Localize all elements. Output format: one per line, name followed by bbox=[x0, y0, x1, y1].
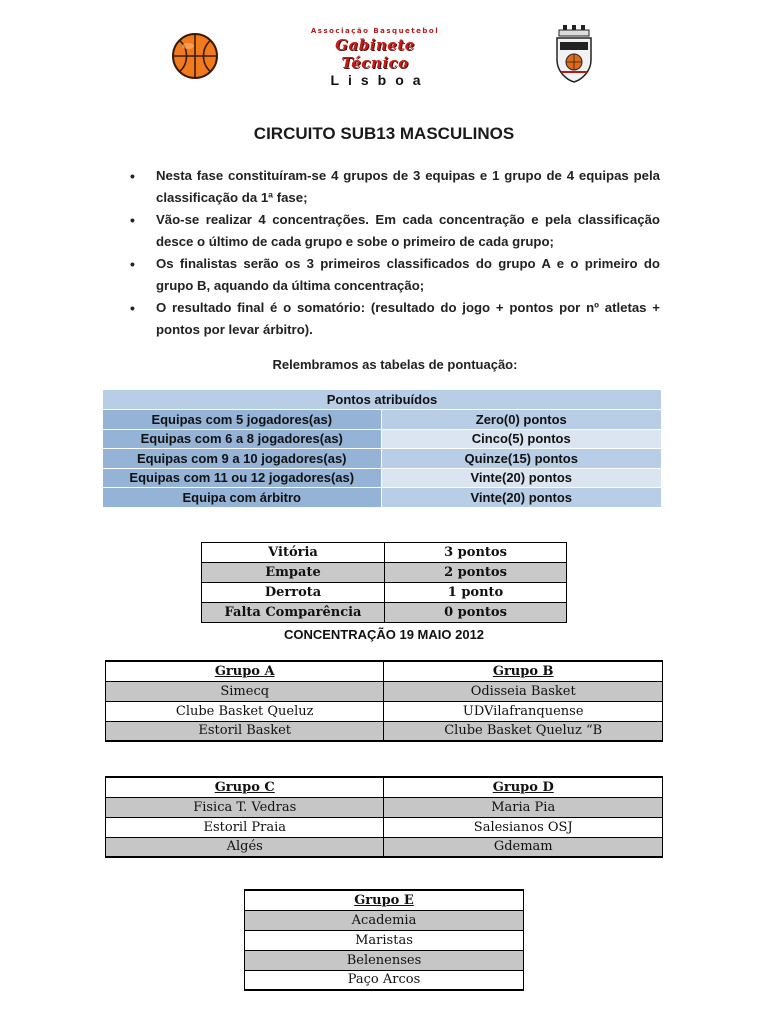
table-row bbox=[106, 681, 663, 701]
table-row bbox=[202, 583, 567, 603]
group-header: Grupo D bbox=[384, 777, 663, 797]
concentration-heading: CONCENTRAÇÃO 19 MAIO 2012 bbox=[283, 627, 485, 642]
group-header: Grupo A bbox=[106, 661, 384, 681]
table-row bbox=[106, 797, 663, 817]
team-cell: Odisseia Basket bbox=[384, 681, 663, 701]
team-cell: Clube Basket Queluz “B bbox=[384, 721, 663, 741]
groups-cd-table bbox=[105, 776, 663, 858]
result-label: Derrota bbox=[202, 583, 385, 603]
table-row bbox=[202, 543, 567, 563]
table-row bbox=[103, 429, 661, 449]
team-cell: Estoril Basket bbox=[106, 721, 384, 741]
rules-list-item: • Os finalistas serão os 3 primeiros classificados do grupo A e o primeiro do grupo B, aquando da última concentração; bbox=[130, 253, 660, 297]
table-header-row bbox=[106, 777, 663, 797]
groups-ab-table bbox=[105, 660, 663, 742]
points-label: Equipas com 9 a 10 jogadores(as) bbox=[103, 449, 381, 469]
table-row bbox=[202, 603, 567, 623]
table-row bbox=[106, 837, 663, 857]
table-header-row bbox=[245, 890, 524, 910]
rules-list-item: • Nesta fase constituíram-se 4 grupos de 3 equipas e 1 grupo de 4 equipas pela classificação da 1ª fase; bbox=[130, 165, 660, 209]
result-value: 3 pontos bbox=[385, 543, 567, 563]
points-label: Equipas com 6 a 8 jogadores(as) bbox=[103, 429, 381, 449]
points-table-header: Pontos atribuídos bbox=[103, 390, 661, 410]
basketball-icon bbox=[171, 32, 219, 80]
rules-list-item: • Vão-se realizar 4 concentrações. Em cada concentração e pela classificação desce o último de cada grupo e sobe o primeiro de cada grupo; bbox=[130, 209, 660, 253]
table-header-row bbox=[106, 661, 663, 681]
points-label: Equipa com árbitro bbox=[103, 488, 381, 508]
team-cell: Fisica T. Vedras bbox=[106, 797, 384, 817]
group-header: Grupo B bbox=[384, 661, 663, 681]
page-title: CIRCUITO SUB13 MASCULINOS bbox=[253, 124, 515, 143]
team-cell: UDVilafranquense bbox=[384, 701, 663, 721]
association-city: Lisboa bbox=[330, 72, 430, 88]
team-cell: Clube Basket Queluz bbox=[106, 701, 384, 721]
team-cell: Maria Pia bbox=[384, 797, 663, 817]
table-row bbox=[106, 701, 663, 721]
result-label: Falta Comparência bbox=[202, 603, 385, 623]
association-logo bbox=[300, 20, 450, 88]
result-label: Vitória bbox=[202, 543, 385, 563]
table-row bbox=[103, 468, 661, 488]
result-value: 0 pontos bbox=[385, 603, 567, 623]
team-cell: Estoril Praia bbox=[106, 817, 384, 837]
table-row bbox=[103, 449, 661, 469]
team-cell: Salesianos OSJ bbox=[384, 817, 663, 837]
points-table bbox=[103, 390, 661, 507]
table-row bbox=[103, 410, 661, 430]
association-name: Gabinete Técnico bbox=[335, 36, 415, 72]
group-header: Grupo C bbox=[106, 777, 384, 797]
group-header: Grupo E bbox=[245, 890, 524, 910]
points-label: Equipas com 11 ou 12 jogadores(as) bbox=[103, 468, 381, 488]
result-value: 2 pontos bbox=[385, 563, 567, 583]
table-row bbox=[202, 563, 567, 583]
table-row bbox=[245, 930, 524, 950]
points-value: Cinco(5) pontos bbox=[381, 429, 661, 449]
table-row bbox=[245, 910, 524, 930]
points-value: Zero(0) pontos bbox=[381, 410, 661, 430]
points-value: Vinte(20) pontos bbox=[381, 468, 661, 488]
table-row bbox=[103, 488, 661, 508]
result-value: 1 ponto bbox=[385, 583, 567, 603]
team-cell: Simecq bbox=[106, 681, 384, 701]
rules-list bbox=[130, 165, 660, 341]
group-e-table bbox=[244, 889, 524, 991]
results-table bbox=[201, 542, 567, 623]
table-row bbox=[245, 970, 524, 990]
club-crest-icon bbox=[551, 24, 597, 84]
team-cell: Academia bbox=[245, 910, 524, 930]
points-table-header-row bbox=[103, 390, 661, 410]
table-row bbox=[245, 950, 524, 970]
team-cell: Algés bbox=[106, 837, 384, 857]
points-label: Equipas com 5 jogadores(as) bbox=[103, 410, 381, 430]
points-tables-intro: Relembramos as tabelas de pontuação: bbox=[272, 357, 518, 372]
rules-list-item: • O resultado final é o somatório: (resultado do jogo + pontos por nº atletas + pontos por levar árbitro). bbox=[130, 297, 660, 341]
result-label: Empate bbox=[202, 563, 385, 583]
points-value: Quinze(15) pontos bbox=[381, 449, 661, 469]
points-value: Vinte(20) pontos bbox=[381, 488, 661, 508]
table-row bbox=[106, 817, 663, 837]
team-cell: Maristas bbox=[245, 930, 524, 950]
table-row bbox=[106, 721, 663, 741]
team-cell: Gdemam bbox=[384, 837, 663, 857]
team-cell: Belenenses bbox=[245, 950, 524, 970]
team-cell: Paço Arcos bbox=[245, 970, 524, 990]
association-small-text: Associação Basquetebol bbox=[310, 27, 440, 35]
